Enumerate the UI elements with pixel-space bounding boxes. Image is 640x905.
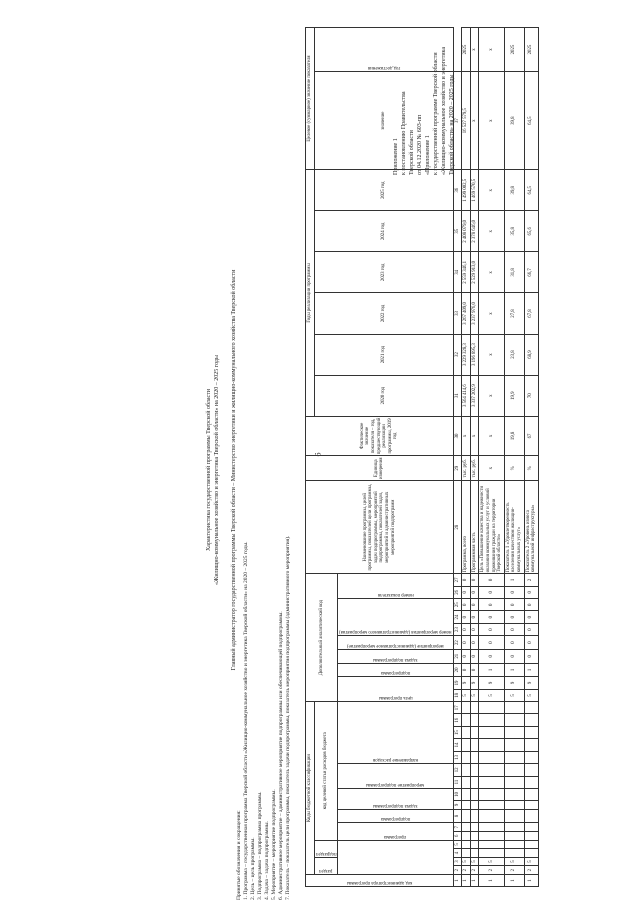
column-number-cell: 11 <box>453 776 462 788</box>
year-value-cell: 19,9 <box>504 375 524 416</box>
year-value-cell: 67,8 <box>524 293 538 334</box>
analytic-code-cell: 0 <box>504 611 524 623</box>
admin-code-cell: 2 <box>479 866 504 875</box>
row-name-cell: Программная часть <box>470 481 479 574</box>
admin-code-cell: 1 <box>479 875 504 887</box>
column-number-cell: 4 <box>453 849 462 858</box>
analytic-code-cell: 0 <box>470 636 479 650</box>
year-value-cell: х <box>479 252 504 293</box>
header-subsection: подраздел <box>314 840 338 857</box>
budget-code-cell <box>504 849 524 858</box>
analytic-code-cell: 0 <box>524 623 538 635</box>
analytic-code-cell: 0 <box>462 636 471 650</box>
header-fact: Фактическое значение показателя – год, предшествующий реализации программы, 2019 год <box>306 416 454 456</box>
budget-code-cell <box>462 809 471 823</box>
column-number-cell: 31 <box>453 375 462 416</box>
year-value-cell: 27,8 <box>504 293 524 334</box>
year-value-cell: 66,7 <box>524 252 538 293</box>
notes-block <box>236 480 292 900</box>
analytic-code-cell: 0 <box>479 636 504 650</box>
analytic-code-cell: 9 <box>479 677 504 689</box>
appendix-line: от 04.12.2020 № 603-пп <box>417 114 423 175</box>
budget-code-cell <box>479 831 504 840</box>
year-value-cell: 2 378 646,0 <box>470 211 479 252</box>
budget-code-cell <box>524 726 538 738</box>
admin-code-cell: 1 <box>524 875 538 887</box>
final-value-cell: 39,8 <box>504 72 524 170</box>
analytic-code-cell: 0 <box>462 599 471 611</box>
analytic-code-cell: 0 <box>470 649 479 663</box>
analytic-code-cell: 0 <box>462 611 471 623</box>
column-number-cell: 14 <box>453 739 462 751</box>
analytic-code-cell: 5 <box>504 689 524 701</box>
year-value-cell: 3 267 409,0 <box>462 293 471 334</box>
final-year-cell: х <box>479 28 504 72</box>
column-number-cell: 36 <box>453 170 462 211</box>
budget-code-cell <box>504 702 524 714</box>
header-final-year: год достижения <box>314 28 453 72</box>
column-number-cell: 29 <box>453 456 462 481</box>
budget-code-cell <box>479 702 504 714</box>
budget-code-cell <box>524 809 538 823</box>
note-line: 3. Подпрограмма – подпрограмма программы. <box>257 791 263 900</box>
fact-cell: 67 <box>524 416 538 456</box>
budget-code-cell <box>470 776 479 788</box>
column-number-cell: 10 <box>453 788 462 800</box>
budget-code-cell <box>479 714 504 726</box>
header-task: задача подпрограммы <box>338 788 454 809</box>
page-number: 6 <box>313 452 323 457</box>
year-value-cell: х <box>479 375 504 416</box>
analytic-code-cell: 0 <box>524 649 538 663</box>
title-line-3: Главный администратор государственной программы Тверской области – Министерство энергетики и жилищно-коммунального хозяйства Тверской области <box>231 269 237 671</box>
final-value-cell: 64,5 <box>524 72 538 170</box>
analytic-code-cell: 2 <box>524 574 538 586</box>
analytic-code-cell: 1 <box>504 663 524 677</box>
budget-code-cell <box>524 751 538 763</box>
admin-code-cell: 5 <box>470 857 479 866</box>
analytic-code-cell: 0 <box>462 649 471 663</box>
year-value-cell: 3 237 976,0 <box>470 293 479 334</box>
budget-code-cell <box>479 751 504 763</box>
final-year-cell: х <box>470 28 479 72</box>
table-row <box>462 28 471 887</box>
analytic-code-cell: 0 <box>504 586 524 598</box>
appendix-line: к государственной программе Тверской области <box>433 52 439 175</box>
header-year-2023: 2023 год <box>314 252 453 293</box>
table-row <box>504 28 524 887</box>
header-year-2024: 2024 год <box>314 211 453 252</box>
analytic-code-cell: 0 <box>470 623 479 635</box>
note-line: Принятые обозначения и сокращения: <box>236 810 242 900</box>
final-year-cell: 2025 <box>462 28 471 72</box>
header-indicator: номер показателя <box>338 574 454 599</box>
column-number-cell: 22 <box>453 636 462 650</box>
year-value-cell: 3 564 414,6 <box>462 375 471 416</box>
year-value-cell: 2 529 913,0 <box>470 252 479 293</box>
year-value-cell: х <box>479 334 504 375</box>
column-number-cell: 8 <box>453 809 462 823</box>
column-number-cell: 12 <box>453 764 462 776</box>
header-activity: мероприятие подпрограммы <box>338 764 454 789</box>
header-expense-direction: направление расходов <box>338 702 454 764</box>
document-title <box>205 180 238 760</box>
year-value-cell: 39,8 <box>504 170 524 211</box>
budget-code-cell <box>524 788 538 800</box>
budget-code-cell <box>470 840 479 849</box>
analytic-code-cell: 5 <box>462 689 471 701</box>
column-number-cell: 5 <box>453 840 462 849</box>
column-number-cell: 2 <box>453 866 462 875</box>
budget-code-cell <box>470 714 479 726</box>
header-analytic-code: Дополнительный аналитический код <box>306 574 338 702</box>
unit-cell: % <box>524 456 538 481</box>
column-number-cell: 1 <box>453 875 462 887</box>
analytic-code-cell: 0 <box>462 574 471 586</box>
column-number-cell: 32 <box>453 334 462 375</box>
final-year-cell: 2025 <box>524 28 538 72</box>
column-number-cell: 30 <box>453 416 462 456</box>
row-name-cell: Показатель 1 «Удовлетворенность населения качеством жилищно-коммунальных услуг» <box>504 481 524 574</box>
appendix-line: Приложение 1 <box>393 138 399 175</box>
column-number-cell: 20 <box>453 663 462 677</box>
admin-code-cell: 1 <box>470 875 479 887</box>
budget-code-cell <box>504 751 524 763</box>
budget-code-cell <box>479 823 504 832</box>
budget-code-cell <box>470 788 479 800</box>
analytic-code-cell: 0 <box>479 599 504 611</box>
budget-code-cell <box>470 764 479 776</box>
admin-code-cell: 5 <box>462 857 471 866</box>
budget-code-cell <box>524 823 538 832</box>
budget-code-cell <box>504 840 524 849</box>
year-value-cell: 3 196 895,3 <box>470 334 479 375</box>
analytic-code-cell: 0 <box>504 599 524 611</box>
appendix-line: Тверской области <box>409 130 415 175</box>
budget-code-cell <box>470 726 479 738</box>
budget-code-cell <box>462 823 471 832</box>
analytic-code-cell: 0 <box>524 636 538 650</box>
year-value-cell: 2 408 079,0 <box>462 211 471 252</box>
year-value-cell: 70 <box>524 375 538 416</box>
budget-code-cell <box>504 831 524 840</box>
admin-code-cell: 2 <box>524 866 538 875</box>
header-final: Целевое (суммарное) значение показателя <box>306 28 315 170</box>
analytic-code-cell: 0 <box>462 663 471 677</box>
admin-code-cell: 5 <box>504 857 524 866</box>
title-line-2: «Жилищно-коммунальное хозяйство и энергетика Тверской области» на 2020 – 2025 годы <box>214 355 220 585</box>
budget-code-cell <box>470 702 479 714</box>
column-number-cell: 17 <box>453 702 462 714</box>
note-line: 1. Программа – государственная программа Тверской области «Жилищно-коммунальное хозяйство и энергетика Тверской области» на 2020 – 2025 годы. <box>243 541 249 900</box>
fact-cell: 19,8 <box>504 416 524 456</box>
header-unit: Единица измерения <box>306 456 454 481</box>
year-value-cell: 23,8 <box>504 334 524 375</box>
analytic-code-cell: 0 <box>470 611 479 623</box>
admin-code-cell: 1 <box>504 875 524 887</box>
header-year-2022: 2022 год <box>314 293 453 334</box>
column-number-cell: 18 <box>453 689 462 701</box>
analytic-code-cell: 0 <box>479 574 504 586</box>
budget-code-cell <box>479 739 504 751</box>
analytic-code-cell: 5 <box>524 689 538 701</box>
admin-code-cell: 5 <box>479 857 504 866</box>
header-subprogram-2: подпрограмма <box>338 663 454 677</box>
budget-code-cell <box>524 714 538 726</box>
year-value-cell: 68,9 <box>524 334 538 375</box>
final-value-cell: х <box>470 72 479 170</box>
column-number-cell: 27 <box>453 574 462 586</box>
column-number-cell: 28 <box>453 481 462 574</box>
year-value-cell: 3 229 328,3 <box>462 334 471 375</box>
budget-code-cell <box>462 776 471 788</box>
table-row <box>479 28 504 887</box>
budget-code-cell <box>504 801 524 810</box>
row-name-cell: Программа, всего <box>462 481 471 574</box>
analytic-code-cell: 0 <box>462 586 471 598</box>
appendix-line: «Приложение 1 <box>425 135 431 175</box>
fact-cell: х <box>462 416 471 456</box>
fact-cell: х <box>479 416 504 456</box>
budget-code-cell <box>504 823 524 832</box>
analytic-code-cell: 0 <box>504 636 524 650</box>
final-value-cell: 16 527 579,5 <box>462 72 471 170</box>
column-number-cell: 9 <box>453 801 462 810</box>
budget-code-cell <box>524 831 538 840</box>
budget-code-cell <box>470 831 479 840</box>
analytic-code-cell: 0 <box>479 649 504 663</box>
budget-code-cell <box>470 751 479 763</box>
year-value-cell: 3 337 202,9 <box>470 375 479 416</box>
unit-cell: % <box>504 456 524 481</box>
table-header-row <box>306 28 315 887</box>
header-years: Годы реализации программы <box>306 170 315 416</box>
appendix-line: Тверской области» на 2020 – 2025 годы <box>449 74 455 175</box>
budget-code-cell <box>462 831 471 840</box>
fact-cell: х <box>470 416 479 456</box>
budget-code-cell <box>479 801 504 810</box>
budget-code-cell <box>470 849 479 858</box>
header-budget-codes: Коды бюджетной классификации <box>306 702 315 875</box>
unit-cell: х <box>479 456 504 481</box>
column-number-cell: 15 <box>453 726 462 738</box>
header-spacer <box>338 840 454 874</box>
budget-code-cell <box>524 764 538 776</box>
budget-code-cell <box>479 840 504 849</box>
row-name-cell: Показатель 2 «Уровень износа коммунальной инфраструктуры» <box>524 481 538 574</box>
budget-code-cell <box>524 849 538 858</box>
budget-code-cell <box>524 840 538 849</box>
analytic-code-cell: 5 <box>479 689 504 701</box>
budget-code-cell <box>504 714 524 726</box>
header-target-article: код целевой статьи расходов бюджета <box>314 702 338 840</box>
column-number-cell: 3 <box>453 857 462 866</box>
note-line: 6. Административное мероприятие – административное мероприятие подпрограммы или обеспечивающей подпрограммы. <box>278 611 284 900</box>
budget-code-cell <box>479 776 504 788</box>
column-number-cell: 21 <box>453 649 462 663</box>
header-activity-admin: мероприятие (административное мероприятие) <box>338 636 454 650</box>
budget-code-cell <box>504 739 524 751</box>
column-number-row <box>453 28 462 887</box>
header-subprogram: подпрограмма <box>338 809 454 823</box>
analytic-code-cell: 0 <box>470 586 479 598</box>
analytic-code-cell: 0 <box>524 611 538 623</box>
analytic-code-cell: 0 <box>524 599 538 611</box>
analytic-code-cell: 0 <box>462 623 471 635</box>
column-number-cell: 24 <box>453 611 462 623</box>
header-name: Наименование программы, целей программы, показателей цели программы, задач подпрограммы, мероприятий подпрограммы, показателей задач, мероприятий и административных мероприятий подпрограмм <box>306 481 454 574</box>
analytic-code-cell: 0 <box>479 611 504 623</box>
year-value-cell: 1 469 570,5 <box>470 170 479 211</box>
appendix-line: к постановлению Правительства <box>401 91 407 175</box>
budget-code-cell <box>462 751 471 763</box>
analytic-code-cell: 0 <box>470 663 479 677</box>
budget-code-cell <box>462 788 471 800</box>
budget-code-cell <box>504 764 524 776</box>
analytic-code-cell: 0 <box>470 574 479 586</box>
analytic-code-cell: 0 <box>524 586 538 598</box>
budget-code-cell <box>462 840 471 849</box>
budget-code-cell <box>504 726 524 738</box>
column-number-cell: 33 <box>453 293 462 334</box>
budget-code-cell <box>462 764 471 776</box>
year-value-cell: х <box>479 293 504 334</box>
note-line: 7. Показатель – показатель цели программы, показатель задачи подпрограммы, показатель мероприятия подпрограммы (административного мероприятия). <box>285 535 291 900</box>
column-number-cell: 23 <box>453 623 462 635</box>
column-number-cell: 26 <box>453 586 462 598</box>
header-year-2020: 2020 год <box>314 375 453 416</box>
header-activity-no: номер мероприятия (административного мероприятия) <box>338 599 454 636</box>
year-value-cell: 65,6 <box>524 211 538 252</box>
characteristics-table-wrap <box>305 23 539 887</box>
analytic-code-cell: 9 <box>462 677 471 689</box>
budget-code-cell <box>470 823 479 832</box>
analytic-code-cell: 0 <box>479 623 504 635</box>
admin-code-cell: 2 <box>504 866 524 875</box>
title-line-1: Характеристика государственной программы Тверской области <box>206 388 212 552</box>
column-number-cell: 34 <box>453 252 462 293</box>
analytic-code-cell: 0 <box>470 599 479 611</box>
header-goal: цель программы <box>338 677 454 702</box>
budget-code-cell <box>462 702 471 714</box>
header-final-value: значение <box>314 72 453 170</box>
year-value-cell: 64,5 <box>524 170 538 211</box>
budget-code-cell <box>504 809 524 823</box>
table-body <box>453 28 538 887</box>
final-value-cell: х <box>479 72 504 170</box>
budget-code-cell <box>479 788 504 800</box>
header-year-2025: 2025 год <box>314 170 453 211</box>
header-section: раздел <box>314 857 338 874</box>
year-value-cell: 2 559 346,1 <box>462 252 471 293</box>
analytic-code-cell: 1 <box>524 663 538 677</box>
budget-code-cell <box>504 788 524 800</box>
column-number-cell: 7 <box>453 823 462 832</box>
budget-code-cell <box>462 726 471 738</box>
header-admin-code: код администратора программы <box>306 875 454 887</box>
admin-code-cell: 2 <box>462 866 471 875</box>
header-task-2: задача подпрограммы <box>338 649 454 663</box>
analytic-code-cell: 9 <box>524 677 538 689</box>
table-row <box>470 28 479 887</box>
analytic-code-cell: 9 <box>504 677 524 689</box>
column-number-cell: 25 <box>453 599 462 611</box>
row-name-cell: Цель «Повышение качества и надежности оказания коммунальных услуг и условий проживания граждан на территории Тверской области» <box>479 481 504 574</box>
budget-code-cell <box>470 739 479 751</box>
characteristics-table <box>305 27 539 887</box>
budget-code-cell <box>479 809 504 823</box>
analytic-code-cell: 0 <box>479 586 504 598</box>
note-line: 5. Мероприятие – мероприятие подпрограммы. <box>271 789 277 900</box>
final-year-cell: 2025 <box>504 28 524 72</box>
budget-code-cell <box>504 776 524 788</box>
unit-cell: тыс. руб. <box>470 456 479 481</box>
column-number-cell: 19 <box>453 677 462 689</box>
budget-code-cell <box>479 726 504 738</box>
column-number-cell: 37 <box>453 72 462 170</box>
column-number-cell: 13 <box>453 751 462 763</box>
analytic-code-cell: 1 <box>504 574 524 586</box>
column-number-cell: 35 <box>453 211 462 252</box>
budget-code-cell <box>462 714 471 726</box>
budget-code-cell <box>524 776 538 788</box>
budget-code-cell <box>524 702 538 714</box>
budget-code-cell <box>479 764 504 776</box>
budget-code-cell <box>470 801 479 810</box>
budget-code-cell <box>479 849 504 858</box>
admin-code-cell: 1 <box>462 875 471 887</box>
budget-code-cell <box>524 739 538 751</box>
header-year-2021: 2021 год <box>314 334 453 375</box>
budget-code-cell <box>462 801 471 810</box>
analytic-code-cell: 0 <box>504 649 524 663</box>
column-number-cell: 16 <box>453 714 462 726</box>
admin-code-cell: 2 <box>470 866 479 875</box>
table-row <box>524 28 538 887</box>
year-value-cell: 1 499 002,5 <box>462 170 471 211</box>
column-number-cell: 6 <box>453 831 462 840</box>
budget-code-cell <box>462 849 471 858</box>
analytic-code-cell: 1 <box>479 663 504 677</box>
analytic-code-cell: 0 <box>504 623 524 635</box>
appendix-line: «Жилищно-коммунальное хозяйство и энергетика <box>441 46 447 175</box>
note-line: 4. Задача – задача подпрограммы. <box>264 821 270 900</box>
admin-code-cell: 5 <box>524 857 538 866</box>
analytic-code-cell: 9 <box>470 677 479 689</box>
year-value-cell: х <box>479 211 504 252</box>
note-line: 2. Цель – цель программы. <box>250 837 256 900</box>
analytic-code-cell: 5 <box>470 689 479 701</box>
header-program: программа <box>338 823 454 840</box>
budget-code-cell <box>462 739 471 751</box>
budget-code-cell <box>524 801 538 810</box>
year-value-cell: х <box>479 170 504 211</box>
year-value-cell: 31,8 <box>504 252 524 293</box>
year-value-cell: 35,8 <box>504 211 524 252</box>
budget-code-cell <box>470 809 479 823</box>
unit-cell: тыс. руб. <box>462 456 471 481</box>
